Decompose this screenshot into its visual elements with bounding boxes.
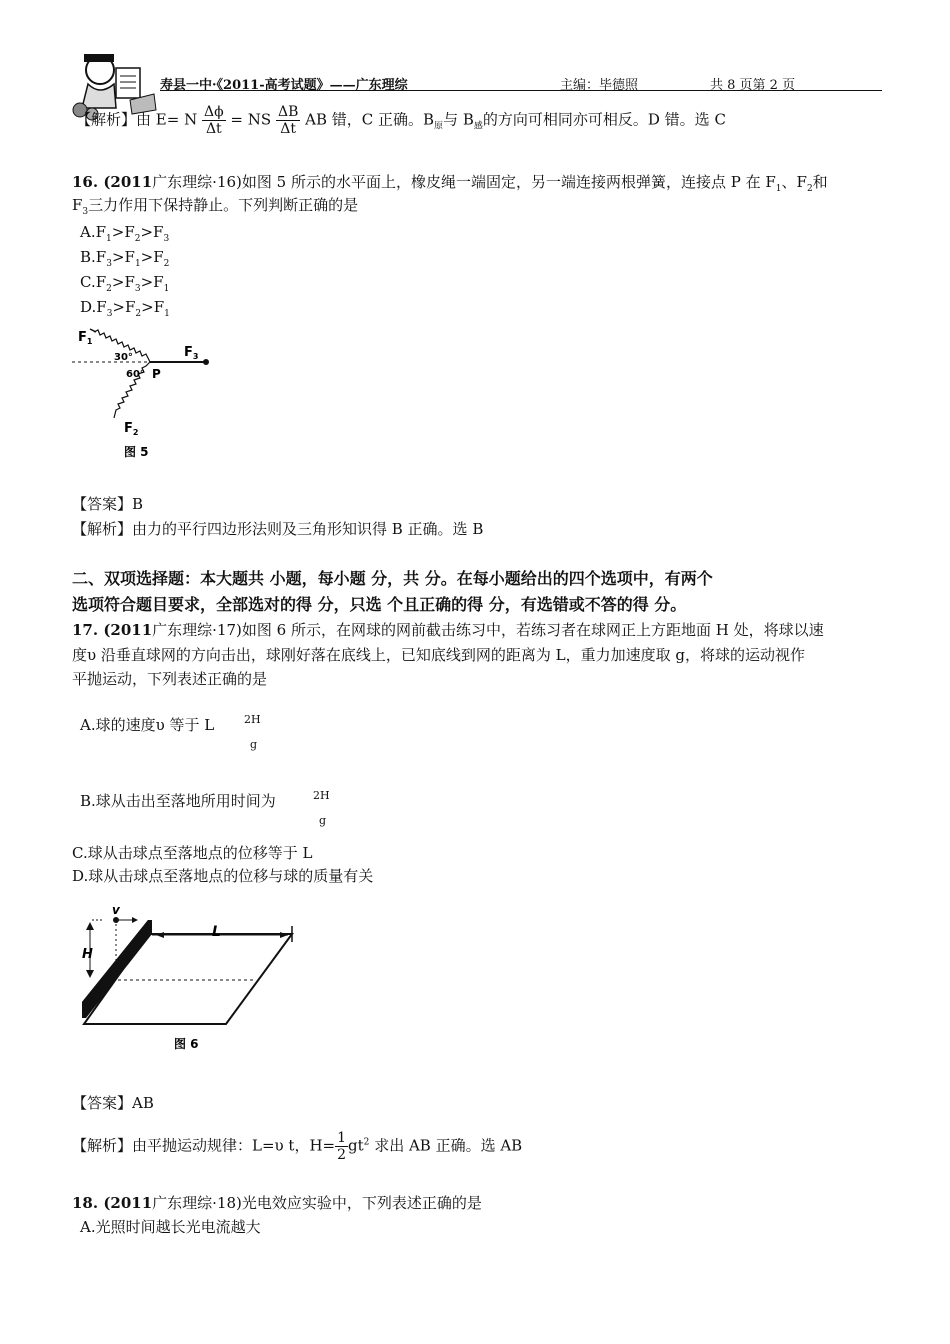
q15-analysis: 【解析】由 E= N $\frac{\Delta\phi}{\Delta t}$ = NS $\frac{\Delta B}{\Delta t}$ AB 错，C 正确。$B_原$与 $B_感$的方向可相同亦可相反。D 错。选 C	[76, 104, 726, 137]
q16-stem-line2: $F_3$三力作用下保持静止。下列判断正确的是	[72, 196, 359, 217]
q17-option-c: C.球从击球点至落地点的位移等于 L	[72, 844, 313, 862]
q17-option-d: D.球从击球点至落地点的位移与球的质量有关	[72, 867, 374, 885]
q16-option-c: $C.F_2>F_3>F_1$	[80, 273, 170, 294]
fig5-angle-60: 60°	[126, 369, 145, 380]
fig5-point-p: P	[152, 367, 161, 381]
q16-option-d: $D.F_3>F_2>F_1$	[80, 298, 170, 319]
q17-option-b-den: g	[319, 814, 327, 827]
figure-5-force-diagram	[72, 322, 222, 464]
header-rule	[160, 90, 882, 91]
fig6-v-label: v	[112, 903, 120, 917]
q17-stem-line3: 平抛运动，下列表述正确的是	[72, 670, 268, 688]
q16-stem-line1: 16. (2011广东理综·16)如图 5 所示的水平面上，橡皮绳一端固定，另一端连接两根弹簧，连接点 P 在 $F_1$、$F_2$和	[72, 173, 828, 194]
fig5-angle-30: 30°	[114, 352, 133, 363]
q17-stem-line2: 度υ 沿垂直球网的方向击出，球刚好落在底线上，已知底线到网的距离为 L，重力加速度取 g，将球的运动视作	[72, 646, 805, 664]
section2-line1: 二、双项选择题：本大题共 小题，每小题 分，共 分。在每小题给出的四个选项中，有两个	[72, 569, 713, 588]
q17-stem-line1: 17. (2011广东理综·17)如图 6 所示，在网球的网前截击练习中，若练习者在球网正上方距地面 H 处，将球以速	[72, 621, 824, 639]
q16-analysis: 【解析】由力的平行四边形法则及三角形知识得 B 正确。选 B	[72, 520, 484, 538]
figure-6-tennis-court	[78, 902, 304, 1052]
q17-option-a-num: 2H	[244, 713, 261, 726]
fig5-caption: 图 5	[124, 445, 149, 459]
q18-option-a: A.光照时间越长光电流越大	[80, 1218, 261, 1236]
q17-answer: 【答案】AB	[72, 1094, 154, 1112]
header-page-count: 共 8 页第 2 页	[710, 78, 796, 93]
header-school: 寿县一中·《2011-高考试题》——广东理综	[160, 78, 408, 93]
fig6-h-label: H	[82, 947, 93, 962]
q17-option-a: A.球的速度υ 等于 L	[80, 716, 215, 734]
header-editor: 主编：毕德照	[560, 78, 639, 93]
q17-analysis: 【解析】由平抛运动规律：L=υ t，H= $\frac{1}{2}$ $gt^2$ 求出 AB 正确。选 AB	[72, 1130, 523, 1163]
q16-answer: 【答案】B	[72, 495, 144, 513]
fig5-f2-label: $F_2$	[124, 421, 139, 437]
fig5-f3-label: $F_3$	[184, 345, 199, 361]
fig6-caption: 图 6	[174, 1037, 199, 1051]
q17-option-b-num: 2H	[313, 789, 330, 802]
q16-option-a: $A.F_1>F_2>F_3$	[80, 223, 170, 244]
section2-line2: 选项符合题目要求，全部选对的得 分，只选 个且正确的得 分，有选错或不答的得 分。	[72, 595, 687, 614]
q16-option-b: $B.F_3>F_1>F_2$	[80, 248, 170, 269]
fig6-l-label: L	[212, 924, 221, 940]
q18-stem: 18. (2011广东理综·18)光电效应实验中，下列表述正确的是	[72, 1194, 482, 1212]
q17-option-b: B.球从击出至落地所用时间为	[80, 792, 276, 810]
fig5-f1-label: $F_1$	[78, 330, 93, 346]
q17-option-a-den: g	[250, 738, 258, 751]
